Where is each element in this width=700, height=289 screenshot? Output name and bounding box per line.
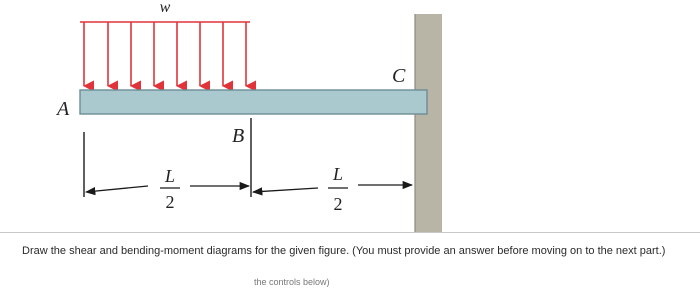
label-a: A — [57, 98, 70, 120]
divider — [0, 232, 700, 233]
load-arrows — [84, 22, 246, 86]
dim-line-1-left — [86, 186, 148, 192]
controls-note: the controls below) — [254, 277, 330, 287]
label-b: B — [232, 125, 245, 147]
span-1-numerator: L — [164, 166, 176, 186]
dim-line-2-left — [253, 188, 318, 192]
span-2-numerator: L — [332, 164, 344, 184]
label-c: C — [392, 65, 406, 87]
question-text: Draw the shear and bending-moment diagrams for the given figure. (You must provide an answer before moving on to the next part.) — [22, 245, 666, 257]
wall — [415, 14, 442, 232]
span-2-denominator: 2 — [333, 194, 343, 214]
beam — [80, 90, 427, 114]
dimensions — [84, 118, 412, 214]
distributed-load — [80, 0, 250, 86]
fixed-wall — [415, 14, 442, 232]
load-label: w — [159, 0, 171, 16]
span-1-denominator: 2 — [165, 192, 175, 212]
